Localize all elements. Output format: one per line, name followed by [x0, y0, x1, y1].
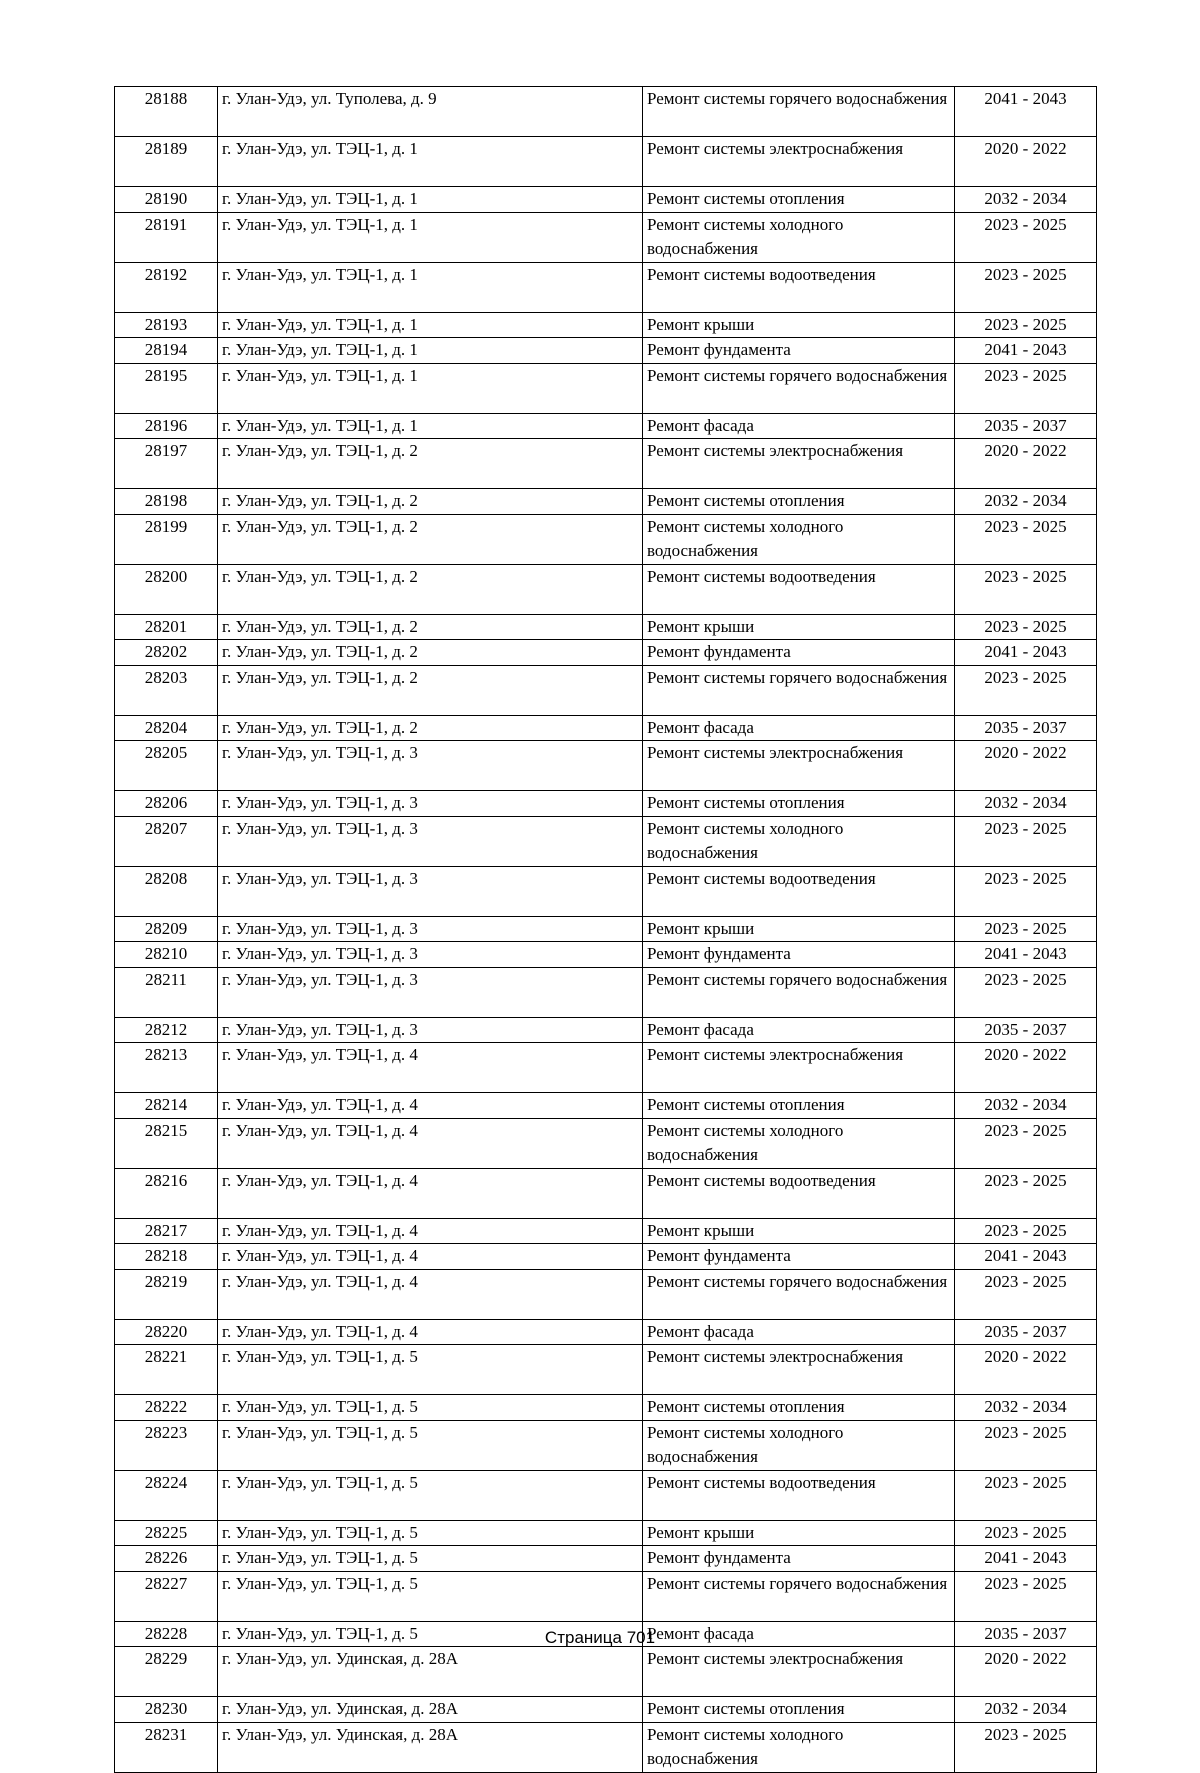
- period-cell: 2023 - 2025: [955, 1269, 1097, 1319]
- work-type-cell: Ремонт системы горячего водоснабжения: [643, 1269, 955, 1319]
- work-type-cell: Ремонт системы горячего водоснабжения: [643, 665, 955, 715]
- row-number-cell: 28214: [115, 1093, 218, 1119]
- address-cell: г. Улан-Удэ, ул. ТЭЦ-1, д. 2: [218, 564, 643, 614]
- period-cell: 2023 - 2025: [955, 312, 1097, 338]
- work-type-cell: Ремонт системы холодного водоснабжения: [643, 1722, 955, 1772]
- period-cell: 2035 - 2037: [955, 1319, 1097, 1345]
- period-cell: 2020 - 2022: [955, 1647, 1097, 1697]
- address-cell: г. Улан-Удэ, ул. ТЭЦ-1, д. 3: [218, 967, 643, 1017]
- work-type-cell: Ремонт системы водоотведения: [643, 1470, 955, 1520]
- row-number-cell: 28219: [115, 1269, 218, 1319]
- work-type-cell: Ремонт системы водоотведения: [643, 564, 955, 614]
- address-cell: г. Улан-Удэ, ул. ТЭЦ-1, д. 1: [218, 312, 643, 338]
- row-number-cell: 28226: [115, 1546, 218, 1572]
- period-cell: 2023 - 2025: [955, 665, 1097, 715]
- address-cell: г. Улан-Удэ, ул. ТЭЦ-1, д. 2: [218, 715, 643, 741]
- row-number-cell: 28210: [115, 942, 218, 968]
- table-row: [115, 489, 1097, 515]
- table-row: [115, 413, 1097, 439]
- row-number-cell: 28220: [115, 1319, 218, 1345]
- address-cell: г. Улан-Удэ, ул. ТЭЦ-1, д. 3: [218, 741, 643, 791]
- period-cell: 2023 - 2025: [955, 363, 1097, 413]
- work-type-cell: Ремонт крыши: [643, 1218, 955, 1244]
- row-number-cell: 28223: [115, 1420, 218, 1470]
- table-row: [115, 614, 1097, 640]
- work-type-cell: Ремонт фундамента: [643, 338, 955, 364]
- row-number-cell: 28212: [115, 1017, 218, 1043]
- work-type-cell: Ремонт системы электроснабжения: [643, 1345, 955, 1395]
- address-cell: г. Улан-Удэ, ул. ТЭЦ-1, д. 3: [218, 791, 643, 817]
- work-type-cell: Ремонт системы отопления: [643, 791, 955, 817]
- row-number-cell: 28191: [115, 212, 218, 262]
- table-row: [115, 1647, 1097, 1697]
- period-cell: 2023 - 2025: [955, 1470, 1097, 1520]
- period-cell: 2032 - 2034: [955, 489, 1097, 515]
- address-cell: г. Улан-Удэ, ул. ТЭЦ-1, д. 2: [218, 665, 643, 715]
- address-cell: г. Улан-Удэ, ул. ТЭЦ-1, д. 2: [218, 439, 643, 489]
- row-number-cell: 28207: [115, 816, 218, 866]
- row-number-cell: 28224: [115, 1470, 218, 1520]
- row-number-cell: 28189: [115, 137, 218, 187]
- row-number-cell: 28201: [115, 614, 218, 640]
- period-cell: 2023 - 2025: [955, 816, 1097, 866]
- work-type-cell: Ремонт фасада: [643, 1621, 955, 1647]
- address-cell: г. Улан-Удэ, ул. ТЭЦ-1, д. 5: [218, 1571, 643, 1621]
- address-cell: г. Улан-Удэ, ул. ТЭЦ-1, д. 1: [218, 338, 643, 364]
- period-cell: 2032 - 2034: [955, 187, 1097, 213]
- work-type-cell: Ремонт системы отопления: [643, 1697, 955, 1723]
- address-cell: г. Улан-Удэ, ул. ТЭЦ-1, д. 3: [218, 942, 643, 968]
- address-cell: г. Улан-Удэ, ул. ТЭЦ-1, д. 4: [218, 1319, 643, 1345]
- repair-schedule-table: [114, 86, 1097, 1773]
- period-cell: 2023 - 2025: [955, 1118, 1097, 1168]
- period-cell: 2035 - 2037: [955, 413, 1097, 439]
- work-type-cell: Ремонт системы отопления: [643, 187, 955, 213]
- work-type-cell: Ремонт системы водоотведения: [643, 1168, 955, 1218]
- table-row: [115, 1520, 1097, 1546]
- period-cell: 2032 - 2034: [955, 1697, 1097, 1723]
- table-row: [115, 1244, 1097, 1270]
- period-cell: 2020 - 2022: [955, 741, 1097, 791]
- table-row: [115, 137, 1097, 187]
- period-cell: 2023 - 2025: [955, 1168, 1097, 1218]
- address-cell: г. Улан-Удэ, ул. ТЭЦ-1, д. 5: [218, 1395, 643, 1421]
- table-row: [115, 816, 1097, 866]
- row-number-cell: 28202: [115, 640, 218, 666]
- period-cell: 2020 - 2022: [955, 1345, 1097, 1395]
- work-type-cell: Ремонт крыши: [643, 1520, 955, 1546]
- address-cell: г. Улан-Удэ, ул. ТЭЦ-1, д. 5: [218, 1345, 643, 1395]
- address-cell: г. Улан-Удэ, ул. ТЭЦ-1, д. 5: [218, 1520, 643, 1546]
- address-cell: г. Улан-Удэ, ул. ТЭЦ-1, д. 3: [218, 1017, 643, 1043]
- row-number-cell: 28217: [115, 1218, 218, 1244]
- row-number-cell: 28198: [115, 489, 218, 515]
- work-type-cell: Ремонт системы отопления: [643, 489, 955, 515]
- table-row: [115, 741, 1097, 791]
- work-type-cell: Ремонт системы горячего водоснабжения: [643, 363, 955, 413]
- work-type-cell: Ремонт крыши: [643, 916, 955, 942]
- row-number-cell: 28195: [115, 363, 218, 413]
- work-type-cell: Ремонт системы водоотведения: [643, 262, 955, 312]
- address-cell: г. Улан-Удэ, ул. Туполева, д. 9: [218, 87, 643, 137]
- table-row: [115, 916, 1097, 942]
- work-type-cell: Ремонт системы холодного водоснабжения: [643, 514, 955, 564]
- row-number-cell: 28190: [115, 187, 218, 213]
- table-row: [115, 1345, 1097, 1395]
- work-type-cell: Ремонт системы холодного водоснабжения: [643, 816, 955, 866]
- table-row: [115, 1118, 1097, 1168]
- period-cell: 2023 - 2025: [955, 916, 1097, 942]
- address-cell: г. Улан-Удэ, ул. ТЭЦ-1, д. 1: [218, 262, 643, 312]
- period-cell: 2020 - 2022: [955, 439, 1097, 489]
- table-row: [115, 262, 1097, 312]
- row-number-cell: 28222: [115, 1395, 218, 1421]
- row-number-cell: 28227: [115, 1571, 218, 1621]
- work-type-cell: Ремонт системы электроснабжения: [643, 439, 955, 489]
- work-type-cell: Ремонт фасада: [643, 715, 955, 741]
- row-number-cell: 28213: [115, 1043, 218, 1093]
- row-number-cell: 28200: [115, 564, 218, 614]
- table-row: [115, 363, 1097, 413]
- page-number: Страница 701: [544, 1628, 656, 1647]
- row-number-cell: 28208: [115, 866, 218, 916]
- table-row: [115, 1043, 1097, 1093]
- table-row: [115, 338, 1097, 364]
- row-number-cell: 28193: [115, 312, 218, 338]
- table-row: [115, 1697, 1097, 1723]
- address-cell: г. Улан-Удэ, ул. ТЭЦ-1, д. 3: [218, 816, 643, 866]
- row-number-cell: 28215: [115, 1118, 218, 1168]
- work-type-cell: Ремонт системы горячего водоснабжения: [643, 87, 955, 137]
- address-cell: г. Улан-Удэ, ул. ТЭЦ-1, д. 4: [218, 1244, 643, 1270]
- table-row: [115, 439, 1097, 489]
- address-cell: г. Улан-Удэ, ул. ТЭЦ-1, д. 5: [218, 1621, 643, 1647]
- work-type-cell: Ремонт фундамента: [643, 1546, 955, 1572]
- period-cell: 2041 - 2043: [955, 1244, 1097, 1270]
- work-type-cell: Ремонт системы отопления: [643, 1395, 955, 1421]
- address-cell: г. Улан-Удэ, ул. ТЭЦ-1, д. 4: [218, 1168, 643, 1218]
- row-number-cell: 28209: [115, 916, 218, 942]
- row-number-cell: 28216: [115, 1168, 218, 1218]
- table-row: [115, 187, 1097, 213]
- work-type-cell: Ремонт системы водоотведения: [643, 866, 955, 916]
- table-body: [115, 87, 1097, 1773]
- address-cell: г. Улан-Удэ, ул. ТЭЦ-1, д. 5: [218, 1546, 643, 1572]
- work-type-cell: Ремонт фасада: [643, 1017, 955, 1043]
- period-cell: 2023 - 2025: [955, 614, 1097, 640]
- table-row: [115, 791, 1097, 817]
- address-cell: г. Улан-Удэ, ул. Удинская, д. 28А: [218, 1722, 643, 1772]
- table-row: [115, 1395, 1097, 1421]
- table-row: [115, 514, 1097, 564]
- period-cell: 2023 - 2025: [955, 1722, 1097, 1772]
- work-type-cell: Ремонт фасада: [643, 1319, 955, 1345]
- table-row: [115, 87, 1097, 137]
- work-type-cell: Ремонт крыши: [643, 614, 955, 640]
- work-type-cell: Ремонт крыши: [643, 312, 955, 338]
- row-number-cell: 28204: [115, 715, 218, 741]
- address-cell: г. Улан-Удэ, ул. Удинская, д. 28А: [218, 1647, 643, 1697]
- work-type-cell: Ремонт системы горячего водоснабжения: [643, 1571, 955, 1621]
- work-type-cell: Ремонт фундамента: [643, 942, 955, 968]
- row-number-cell: 28228: [115, 1621, 218, 1647]
- work-type-cell: Ремонт системы электроснабжения: [643, 741, 955, 791]
- period-cell: 2032 - 2034: [955, 1395, 1097, 1421]
- address-cell: г. Улан-Удэ, ул. ТЭЦ-1, д. 5: [218, 1420, 643, 1470]
- table-row: [115, 1269, 1097, 1319]
- table-row: [115, 1571, 1097, 1621]
- period-cell: 2041 - 2043: [955, 942, 1097, 968]
- table-row: [115, 715, 1097, 741]
- period-cell: 2023 - 2025: [955, 262, 1097, 312]
- row-number-cell: 28225: [115, 1520, 218, 1546]
- address-cell: г. Улан-Удэ, ул. ТЭЦ-1, д. 2: [218, 514, 643, 564]
- address-cell: г. Улан-Удэ, ул. ТЭЦ-1, д. 1: [218, 187, 643, 213]
- table-row: [115, 1093, 1097, 1119]
- work-type-cell: Ремонт системы электроснабжения: [643, 137, 955, 187]
- table-row: [115, 1546, 1097, 1572]
- table-row: [115, 1168, 1097, 1218]
- period-cell: 2023 - 2025: [955, 1520, 1097, 1546]
- address-cell: г. Улан-Удэ, ул. Удинская, д. 28А: [218, 1697, 643, 1723]
- row-number-cell: 28194: [115, 338, 218, 364]
- address-cell: г. Улан-Удэ, ул. ТЭЦ-1, д. 2: [218, 489, 643, 515]
- row-number-cell: 28211: [115, 967, 218, 1017]
- table-row: [115, 1722, 1097, 1772]
- row-number-cell: 28197: [115, 439, 218, 489]
- period-cell: 2041 - 2043: [955, 640, 1097, 666]
- period-cell: 2035 - 2037: [955, 715, 1097, 741]
- period-cell: 2023 - 2025: [955, 564, 1097, 614]
- table-row: [115, 1420, 1097, 1470]
- row-number-cell: 28203: [115, 665, 218, 715]
- period-cell: 2041 - 2043: [955, 1546, 1097, 1572]
- period-cell: 2023 - 2025: [955, 212, 1097, 262]
- table-row: [115, 866, 1097, 916]
- address-cell: г. Улан-Удэ, ул. ТЭЦ-1, д. 1: [218, 137, 643, 187]
- table-row: [115, 640, 1097, 666]
- period-cell: 2041 - 2043: [955, 338, 1097, 364]
- row-number-cell: 28196: [115, 413, 218, 439]
- work-type-cell: Ремонт системы холодного водоснабжения: [643, 1118, 955, 1168]
- work-type-cell: Ремонт системы отопления: [643, 1093, 955, 1119]
- period-cell: 2023 - 2025: [955, 1218, 1097, 1244]
- repair-schedule-table-container: [114, 86, 1096, 1773]
- period-cell: 2020 - 2022: [955, 137, 1097, 187]
- row-number-cell: 28230: [115, 1697, 218, 1723]
- table-row: [115, 1017, 1097, 1043]
- row-number-cell: 28218: [115, 1244, 218, 1270]
- table-row: [115, 1218, 1097, 1244]
- address-cell: г. Улан-Удэ, ул. ТЭЦ-1, д. 4: [218, 1118, 643, 1168]
- work-type-cell: Ремонт системы горячего водоснабжения: [643, 967, 955, 1017]
- work-type-cell: Ремонт системы электроснабжения: [643, 1647, 955, 1697]
- period-cell: 2020 - 2022: [955, 1043, 1097, 1093]
- period-cell: 2023 - 2025: [955, 514, 1097, 564]
- row-number-cell: 28192: [115, 262, 218, 312]
- table-row: [115, 1470, 1097, 1520]
- period-cell: 2023 - 2025: [955, 1571, 1097, 1621]
- period-cell: 2032 - 2034: [955, 791, 1097, 817]
- period-cell: 2035 - 2037: [955, 1621, 1097, 1647]
- period-cell: 2035 - 2037: [955, 1017, 1097, 1043]
- address-cell: г. Улан-Удэ, ул. ТЭЦ-1, д. 2: [218, 614, 643, 640]
- row-number-cell: 28229: [115, 1647, 218, 1697]
- work-type-cell: Ремонт фундамента: [643, 640, 955, 666]
- period-cell: 2023 - 2025: [955, 967, 1097, 1017]
- table-row: [115, 312, 1097, 338]
- address-cell: г. Улан-Удэ, ул. ТЭЦ-1, д. 1: [218, 413, 643, 439]
- row-number-cell: 28206: [115, 791, 218, 817]
- work-type-cell: Ремонт фасада: [643, 413, 955, 439]
- row-number-cell: 28231: [115, 1722, 218, 1772]
- period-cell: 2032 - 2034: [955, 1093, 1097, 1119]
- table-row: [115, 967, 1097, 1017]
- address-cell: г. Улан-Удэ, ул. ТЭЦ-1, д. 5: [218, 1470, 643, 1520]
- table-row: [115, 212, 1097, 262]
- address-cell: г. Улан-Удэ, ул. ТЭЦ-1, д. 4: [218, 1218, 643, 1244]
- row-number-cell: 28199: [115, 514, 218, 564]
- address-cell: г. Улан-Удэ, ул. ТЭЦ-1, д. 4: [218, 1269, 643, 1319]
- address-cell: г. Улан-Удэ, ул. ТЭЦ-1, д. 3: [218, 916, 643, 942]
- table-row: [115, 665, 1097, 715]
- address-cell: г. Улан-Удэ, ул. ТЭЦ-1, д. 2: [218, 640, 643, 666]
- table-row: [115, 1319, 1097, 1345]
- address-cell: г. Улан-Удэ, ул. ТЭЦ-1, д. 3: [218, 866, 643, 916]
- period-cell: 2023 - 2025: [955, 866, 1097, 916]
- row-number-cell: 28188: [115, 87, 218, 137]
- address-cell: г. Улан-Удэ, ул. ТЭЦ-1, д. 1: [218, 363, 643, 413]
- row-number-cell: 28221: [115, 1345, 218, 1395]
- address-cell: г. Улан-Удэ, ул. ТЭЦ-1, д. 1: [218, 212, 643, 262]
- period-cell: 2041 - 2043: [955, 87, 1097, 137]
- row-number-cell: 28205: [115, 741, 218, 791]
- address-cell: г. Улан-Удэ, ул. ТЭЦ-1, д. 4: [218, 1043, 643, 1093]
- work-type-cell: Ремонт системы холодного водоснабжения: [643, 1420, 955, 1470]
- address-cell: г. Улан-Удэ, ул. ТЭЦ-1, д. 4: [218, 1093, 643, 1119]
- period-cell: 2023 - 2025: [955, 1420, 1097, 1470]
- work-type-cell: Ремонт системы холодного водоснабжения: [643, 212, 955, 262]
- table-row: [115, 564, 1097, 614]
- table-row: [115, 942, 1097, 968]
- work-type-cell: Ремонт фундамента: [643, 1244, 955, 1270]
- work-type-cell: Ремонт системы электроснабжения: [643, 1043, 955, 1093]
